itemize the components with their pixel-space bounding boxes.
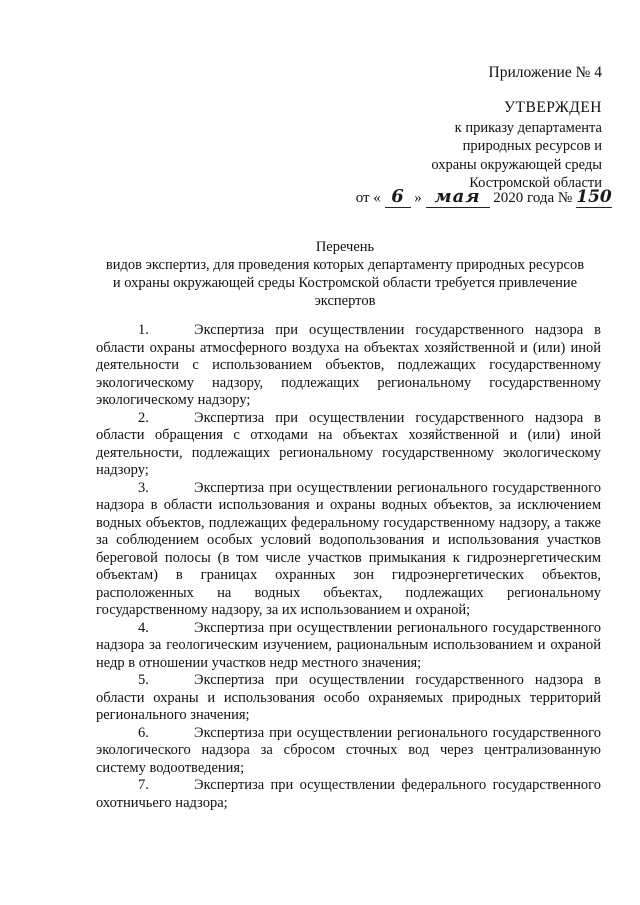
item-text: Экспертиза при осуществлении регионального государственного надзора в области использования и охраны водных объектов, за исключением водных объектов, подлежащих федеральному государственному надзору, а также за соблюдением особых условий водопользования и использования участков береговой полосы (в том числе участков примыкания к гидроэнергетическим объектам) в границах охранных зон гидроэнергетических объектов, расположенных на водных объектах, подлежащих региональному государственному надзору, за их использованием и охраной; bbox=[96, 479, 601, 618]
item-text: Экспертиза при осуществлении государственного надзора в области охраны атмосферного воздуха на объектах хозяйственной и (или) иной деятельности с использованием объектов, подлежащих государственному экологическому надзору, подлежащих региональному государственному экологическому надзору; bbox=[96, 322, 601, 408]
list-item bbox=[96, 777, 601, 812]
list-item bbox=[96, 322, 601, 410]
approval-line: к приказу департамента bbox=[454, 119, 602, 136]
list-item bbox=[96, 480, 601, 620]
list-item bbox=[96, 725, 601, 778]
appendix-label: Приложение № 4 bbox=[488, 64, 602, 81]
order-year-text: 2020 года № bbox=[493, 190, 573, 206]
document-title bbox=[95, 238, 595, 310]
approval-line: природных ресурсов и bbox=[462, 138, 602, 154]
title-line: видов экспертиз, для проведения которых департаменту природных ресурсов bbox=[105, 257, 585, 273]
item-number: 6. bbox=[138, 724, 149, 741]
item-text: Экспертиза при осуществлении регионального государственного надзора за геологическим изучением, рациональным использованием и охраной недр в отношении участков недр местного значения; bbox=[96, 619, 601, 671]
item-number: 7. bbox=[138, 777, 149, 793]
approved-stamp-text: УТВЕРЖДЕН bbox=[504, 99, 602, 116]
list-item bbox=[96, 672, 601, 725]
item-text: Экспертиза при осуществлении государственного надзора в области обращения с отходами на объектах хозяйственной и (или) иной деятельности, подлежащих региональному государственному экологическому надзору; bbox=[96, 409, 601, 478]
item-text: Экспертиза при осуществлении федерального государственного охотничьего надзора; bbox=[96, 777, 601, 811]
approval-line: Костромской области bbox=[469, 175, 602, 191]
item-number: 5. bbox=[138, 672, 149, 688]
item-number: 1. bbox=[138, 322, 149, 338]
expertise-list bbox=[96, 322, 601, 812]
order-mid: » bbox=[414, 190, 422, 206]
approval-block bbox=[431, 99, 602, 193]
order-month-handwritten: мая bbox=[426, 186, 490, 208]
title-heading: Перечень bbox=[315, 239, 375, 255]
item-number: 2. bbox=[138, 409, 149, 426]
list-item bbox=[96, 410, 601, 480]
item-number: 3. bbox=[138, 479, 149, 496]
item-number: 4. bbox=[138, 619, 149, 636]
order-date-line bbox=[356, 186, 612, 208]
order-day-handwritten: 6 bbox=[385, 186, 411, 208]
list-item bbox=[96, 620, 601, 673]
item-text: Экспертиза при осуществлении регионального государственного экологического надзора за сбросом сточных вод через централизованную систему водоотведения; bbox=[96, 724, 601, 776]
item-text: Экспертиза при осуществлении государственного надзора в области охраны и использования особо охраняемых природных территорий регионального значения; bbox=[96, 672, 601, 723]
order-prefix: от « bbox=[355, 190, 381, 206]
approval-line: охраны окружающей среды bbox=[431, 156, 602, 173]
title-line: экспертов bbox=[314, 293, 376, 309]
title-line: и охраны окружающей среды Костромской области требуется привлечение bbox=[112, 275, 578, 291]
order-number-handwritten: 150 bbox=[576, 187, 612, 207]
